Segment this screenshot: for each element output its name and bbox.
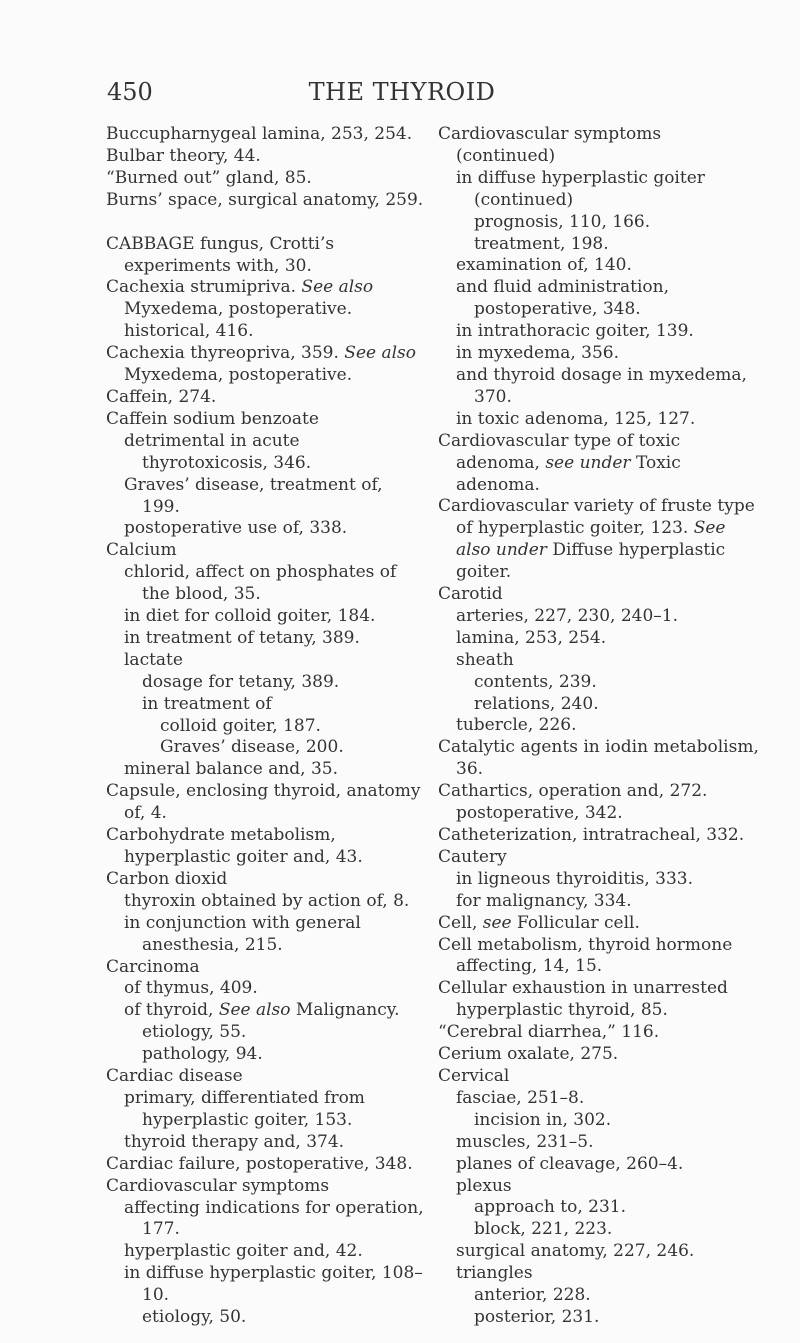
index-entry (438, 869, 760, 891)
index-entry (106, 540, 424, 562)
index-column-left (106, 124, 424, 1329)
entry-text: thyroid therapy and, 374. (124, 1131, 345, 1152)
cross-reference-label: See also under (456, 518, 726, 561)
index-entry (438, 409, 760, 431)
index-entry (106, 1066, 424, 1088)
entry-text: Cerium oxalate, 275. (438, 1044, 619, 1065)
index-entry (438, 935, 760, 979)
index-entry (438, 277, 760, 321)
index-entry (106, 1176, 424, 1198)
cross-reference-label: See also (218, 1000, 291, 1021)
index-entry (438, 1263, 760, 1285)
entry-text: Cachexia thyreopriva, 359. (106, 343, 339, 364)
index-entry (438, 803, 760, 825)
entry-text: Graves’ disease, treatment of, 199. (124, 474, 383, 517)
index-entry (438, 431, 760, 497)
entry-text: Cervical (438, 1065, 510, 1086)
index-entry (106, 606, 424, 628)
index-entry (438, 255, 760, 277)
index-entry (438, 650, 760, 672)
index-entry (438, 672, 760, 694)
entry-text: in ligneous thyroiditis, 333. (456, 868, 694, 889)
entry-text: chlorid, affect on phosphates of the blood, 35. (124, 562, 397, 605)
index-entry (106, 869, 424, 891)
index-entry (438, 978, 760, 1022)
index-entry (438, 1088, 760, 1110)
index-entry (106, 1044, 424, 1066)
index-entry (106, 1263, 424, 1307)
entry-text: surgical anatomy, 227, 246. (456, 1241, 695, 1262)
index-entry (438, 737, 760, 781)
index-entry (438, 1110, 760, 1132)
index-entry (106, 321, 424, 343)
entry-text: examination of, 140. (456, 255, 632, 276)
entry-text: triangles (456, 1263, 533, 1284)
entry-text: anterior, 228. (474, 1285, 591, 1306)
entry-text: Cardiovascular symptoms (continued) (438, 124, 662, 166)
entry-text: of thyroid, (124, 1000, 214, 1021)
index-entry (106, 913, 424, 957)
cross-reference-target: Myxedema, postoperative. (124, 365, 353, 386)
entry-text: in diet for colloid goiter, 184. (124, 606, 376, 627)
index-entry (106, 343, 424, 387)
index-entry (438, 1285, 760, 1307)
entry-text: Calcium (106, 540, 177, 561)
entry-text: lamina, 253, 254. (456, 627, 607, 648)
index-entry (438, 234, 760, 256)
entry-text: Cardiovascular variety of fruste type of hyperplastic goiter, 123. (438, 496, 755, 539)
entry-text: in diffuse hyperplastic goiter (continued) (456, 167, 705, 210)
entry-text: “Burned out” gland, 85. (106, 167, 312, 188)
index-entry (106, 387, 424, 409)
index-entry (106, 978, 424, 1000)
entry-text: dosage for tetany, 389. (142, 671, 340, 692)
index-entry (106, 759, 424, 781)
index-entry (106, 1154, 424, 1176)
entry-text: Cautery (438, 846, 507, 867)
entry-text: in conjunction with general anesthesia, 215. (124, 912, 361, 955)
entry-text: planes of cleavage, 260–4. (456, 1153, 684, 1174)
index-entry (438, 1132, 760, 1154)
entry-text: in treatment of (142, 693, 272, 714)
entry-text: and fluid administration, postoperative, 348. (456, 277, 670, 320)
index-entry (106, 694, 424, 716)
entry-text: hyperplastic goiter and, 42. (124, 1241, 363, 1262)
entry-text: Cell, (438, 912, 478, 933)
entry-text: in treatment of tetany, 389. (124, 627, 360, 648)
entry-text: of thymus, 409. (124, 978, 258, 999)
entry-text: prognosis, 110, 166. (474, 211, 651, 232)
entry-text: in toxic adenoma, 125, 127. (456, 408, 696, 429)
index-entry (438, 825, 760, 847)
index-column-right (438, 124, 760, 1329)
index-entry (438, 1176, 760, 1198)
page-header (107, 76, 697, 108)
cross-reference-label: See also (301, 277, 374, 298)
index-entry (438, 584, 760, 606)
cross-reference-label: see (482, 912, 512, 933)
index-entry (438, 781, 760, 803)
entry-text: Cachexia strumipriva. (106, 277, 297, 298)
index-entry (106, 716, 424, 738)
index-entry (106, 825, 424, 869)
index-entry (106, 781, 424, 825)
page-number: 450 (107, 78, 153, 106)
entry-text: thyroxin obtained by action of, 8. (124, 890, 410, 911)
entry-text: Cell metabolism, thyroid hormone affecting, 14, 15. (438, 934, 733, 977)
cross-reference-target: Toxic adenoma. (456, 452, 681, 495)
index-entry (106, 1198, 424, 1242)
index-entry (106, 672, 424, 694)
entry-text: Burns’ space, surgical anatomy, 259. (106, 189, 424, 210)
entry-text: tubercle, 226. (456, 715, 577, 736)
entry-text: for malignancy, 334. (456, 890, 632, 911)
index-entry (438, 1307, 760, 1329)
cross-reference-label: See also (344, 343, 416, 364)
entry-text: detrimental in acute thyrotoxicosis, 346. (124, 430, 312, 473)
entry-text: primary, differentiated from hyperplastic goiter, 153. (124, 1087, 365, 1130)
index-entry (438, 343, 760, 365)
entry-text: in myxedema, 356. (456, 343, 620, 364)
index-entry (438, 891, 760, 913)
index-entry (438, 1022, 760, 1044)
index-entry (438, 847, 760, 869)
index-entry (438, 496, 760, 584)
entry-text: incision in, 302. (474, 1109, 612, 1130)
entry-text: Carbon dioxid (106, 868, 228, 889)
entry-text: arteries, 227, 230, 240–1. (456, 605, 678, 626)
index-entry (106, 431, 424, 475)
index-entry (438, 694, 760, 716)
index-entry (106, 277, 424, 321)
index-entry (438, 715, 760, 737)
entry-text: Cardiovascular symptoms (106, 1175, 330, 1196)
index-entry (438, 1154, 760, 1176)
entry-text: Carbohydrate metabolism, hyperplastic goiter and, 43. (106, 825, 363, 867)
index-entry (438, 606, 760, 628)
entry-text: approach to, 231. (474, 1197, 626, 1218)
entry-text: postoperative, 342. (456, 803, 623, 824)
index-entry (106, 1000, 424, 1022)
entry-text: CABBAGE fungus, Crotti’s experiments with, 30. (106, 233, 335, 276)
index-entry (106, 628, 424, 650)
index-entry (438, 365, 760, 409)
entry-text: postoperative use of, 338. (124, 518, 348, 539)
index-entry (438, 1044, 760, 1066)
index-entry (106, 891, 424, 913)
index-entry (438, 212, 760, 234)
entry-text: mineral balance and, 35. (124, 759, 339, 780)
index-entry (106, 190, 424, 212)
entry-text: relations, 240. (474, 693, 599, 714)
cross-reference-target: Follicular cell. (517, 912, 640, 933)
entry-text: pathology, 94. (142, 1044, 263, 1065)
index-entry (438, 1197, 760, 1219)
index-entry (106, 1307, 424, 1329)
entry-text: affecting indications for operation, 177. (124, 1197, 424, 1240)
entry-text: Cardiac failure, postoperative, 348. (106, 1153, 413, 1174)
entry-text: “Cerebral diarrhea,” 116. (438, 1022, 660, 1043)
entry-text: contents, 239. (474, 671, 597, 692)
entry-text: Cardiovascular type of toxic adenoma, (438, 430, 681, 473)
index-entry (106, 409, 424, 431)
index-entry (438, 913, 760, 935)
index-entry (438, 628, 760, 650)
index-entry (438, 1066, 760, 1088)
index-entry (106, 957, 424, 979)
entry-text: treatment, 198. (474, 233, 609, 254)
entry-text: etiology, 50. (142, 1307, 247, 1328)
index-entry (106, 475, 424, 519)
entry-text: Buccupharnygeal lamina, 253, 254. (106, 124, 413, 144)
entry-text: and thyroid dosage in myxedema, 370. (456, 364, 747, 407)
index-entry (106, 1088, 424, 1132)
entry-text: Catheterization, intratracheal, 332. (438, 825, 745, 845)
entry-text: Bulbar theory, 44. (106, 145, 261, 166)
entry-text: Graves’ disease, 200. (160, 737, 344, 758)
index-entry (106, 1241, 424, 1263)
entry-text: muscles, 231–5. (456, 1131, 594, 1152)
entry-text: in intrathoracic goiter, 139. (456, 321, 694, 342)
entry-text: in diffuse hyperplastic goiter, 108–10. (124, 1263, 423, 1306)
cross-reference-target: Malignancy. (295, 1000, 400, 1021)
cross-reference-target: Myxedema, postoperative. (124, 299, 353, 320)
index-entry (106, 650, 424, 672)
index-entry (438, 1219, 760, 1241)
cross-reference-label: see under (545, 452, 631, 473)
index-entry (106, 1132, 424, 1154)
index-entry (106, 1022, 424, 1044)
index-entry (106, 124, 424, 146)
index-entry (106, 146, 424, 168)
index-entry (438, 124, 760, 168)
entry-text: Carcinoma (106, 956, 200, 977)
index-entry (106, 518, 424, 540)
index-entry (106, 737, 424, 759)
entry-text: Cardiac disease (106, 1066, 243, 1087)
index-entry (106, 168, 424, 190)
entry-text: Capsule, enclosing thyroid, anatomy of, 4. (106, 781, 421, 824)
entry-text: sheath (456, 649, 514, 670)
entry-text: Caffein sodium benzoate (106, 408, 319, 429)
entry-text: posterior, 231. (474, 1306, 600, 1327)
entry-text: Caffein, 274. (106, 386, 217, 407)
running-title: THE THYROID (308, 78, 496, 106)
entry-text: plexus (456, 1175, 512, 1196)
entry-text: Cathartics, operation and, 272. (438, 781, 708, 802)
entry-text: etiology, 55. (142, 1022, 247, 1043)
cross-reference-target: Diffuse hyperplastic goiter. (456, 540, 726, 583)
entry-text: historical, 416. (124, 321, 254, 342)
entry-text: lactate (124, 649, 183, 670)
entry-text: fasciae, 251–8. (456, 1087, 585, 1108)
entry-text: Carotid (438, 584, 503, 605)
entry-text: colloid goiter, 187. (160, 715, 321, 736)
index-entry (438, 168, 760, 212)
index-entry (106, 562, 424, 606)
index-entry (438, 321, 760, 343)
entry-text: block, 221, 223. (474, 1219, 613, 1240)
entry-text: Catalytic agents in iodin metabolism, 36. (438, 737, 759, 780)
index-entry (438, 1241, 760, 1263)
entry-text: Cellular exhaustion in unarrested hyperplastic thyroid, 85. (438, 978, 728, 1021)
index-entry (106, 234, 424, 278)
